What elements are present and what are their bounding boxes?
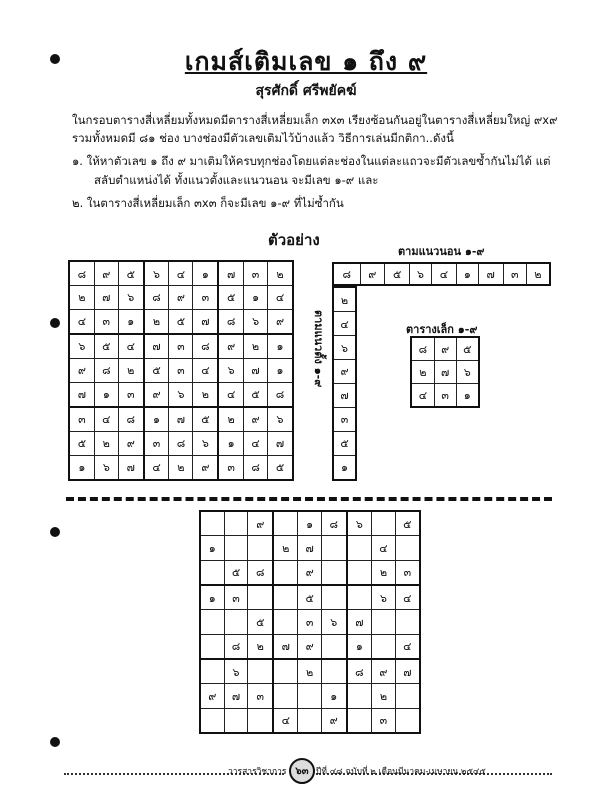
puzzle-cell[interactable] — [248, 585, 273, 610]
puzzle-cell[interactable] — [395, 684, 420, 708]
example-cell: ๘ — [144, 286, 169, 310]
puzzle-cell[interactable]: ๔ — [395, 585, 420, 610]
example-cell: ๙ — [118, 431, 143, 455]
puzzle-cell[interactable]: ๒ — [298, 659, 321, 684]
horizontal-label: ตามแนวนอน ๑-๙ — [398, 245, 485, 258]
puzzle-cell[interactable]: ๖ — [372, 585, 395, 610]
grid-row — [69, 431, 293, 455]
puzzle-cell[interactable]: ๙ — [298, 634, 321, 659]
grid-row — [69, 382, 293, 407]
example-cell: ๘ — [118, 407, 143, 432]
example-cell: ๙ — [244, 407, 268, 432]
example-cell: ๔ — [144, 455, 169, 480]
puzzle-cell[interactable]: ๑ — [200, 585, 224, 610]
example-cell: ๓ — [218, 455, 243, 480]
binder-hole-2 — [50, 318, 60, 328]
horizontal-cell: ๙ — [360, 263, 385, 285]
vertical-cell: ๑ — [333, 455, 356, 480]
puzzle-cell[interactable]: ๒ — [372, 684, 395, 708]
grid-row — [200, 634, 420, 659]
puzzle-cell[interactable] — [248, 659, 273, 684]
puzzle-cell[interactable]: ๙ — [248, 511, 273, 536]
section-divider — [66, 497, 552, 501]
puzzle-cell[interactable]: ๗ — [347, 610, 372, 634]
puzzle-cell[interactable] — [248, 536, 273, 560]
example-cell: ๙ — [69, 359, 94, 383]
vertical-cell: ๕ — [333, 431, 356, 455]
example-cell: ๑ — [94, 382, 118, 407]
puzzle-cell[interactable] — [224, 708, 248, 733]
example-cell: ๖ — [169, 382, 193, 407]
vertical-row — [333, 360, 356, 384]
puzzle-cell[interactable] — [298, 684, 321, 708]
vertical-cell: ๓ — [333, 407, 356, 431]
puzzle-cell[interactable]: ๕ — [298, 585, 321, 610]
example-cell: ๓ — [118, 382, 143, 407]
example-cell: ๑ — [118, 309, 143, 334]
puzzle-cell[interactable]: ๑ — [298, 511, 321, 536]
vertical-row — [333, 383, 356, 407]
vertical-cell: ๒ — [333, 287, 356, 312]
small-box-cell: ๑ — [456, 383, 479, 407]
example-cell: ๕ — [94, 334, 118, 359]
vertical-cell: ๔ — [333, 312, 356, 336]
example-cell: ๓ — [244, 261, 268, 286]
example-cell: ๒ — [118, 359, 143, 383]
example-cell: ๒ — [94, 431, 118, 455]
example-cell: ๓ — [94, 309, 118, 334]
puzzle-cell[interactable] — [347, 536, 372, 560]
grid-row — [69, 286, 293, 310]
example-cell: ๔ — [118, 334, 143, 359]
puzzle-cell[interactable] — [224, 536, 248, 560]
example-cell: ๓ — [69, 407, 94, 432]
small-box-label: ตารางเล็ก ๑-๙ — [406, 323, 478, 336]
puzzle-cell[interactable] — [321, 560, 346, 585]
puzzle-cell[interactable] — [224, 511, 248, 536]
horizontal-cell: ๒ — [526, 263, 550, 285]
puzzle-cell[interactable]: ๔ — [395, 634, 420, 659]
horizontal-cell: ๑ — [457, 263, 479, 285]
puzzle-cell[interactable]: ๙ — [298, 560, 321, 585]
example-cell: ๗ — [94, 286, 118, 310]
example-cell: ๕ — [69, 431, 94, 455]
example-cell: ๖ — [268, 407, 293, 432]
example-cell: ๒ — [69, 286, 94, 310]
small-box-cell: ๒ — [411, 361, 434, 384]
small-box-cell: ๙ — [434, 337, 456, 361]
example-cell: ๔ — [218, 382, 243, 407]
example-cell: ๔ — [69, 309, 94, 334]
footer-issue: ปีที่ ๔๘ ฉบับที่ ๒ เดือนมีนาคม-เมษายน ๒๕๔๕ — [316, 767, 486, 777]
horizontal-row-cells — [333, 263, 550, 285]
puzzle-cell[interactable]: ๕ — [248, 610, 273, 634]
example-cell: ๑ — [144, 407, 169, 432]
grid-row — [69, 407, 293, 432]
example-cell: ๖ — [244, 309, 268, 334]
intro-line-1: ในกรอบตารางสี่เหลี่ยมทั้งหมดมีตารางสี่เหลี่ยมเล็ก ๓x๓ เรียงซ้อนกันอยู่ในตารางสี่เหลี่ยมใหญ่ ๙x๙ — [72, 113, 558, 127]
example-cell: ๔ — [244, 431, 268, 455]
example-cell: ๖ — [94, 455, 118, 480]
vertical-row — [333, 312, 356, 336]
vertical-column — [332, 286, 357, 481]
puzzle-cell[interactable] — [248, 708, 273, 733]
puzzle-cell[interactable] — [347, 708, 372, 733]
example-cell: ๕ — [144, 359, 169, 383]
puzzle-cell[interactable]: ๖ — [347, 511, 372, 536]
grid-row — [200, 684, 420, 708]
footer-journal: วารสารวิชาการ — [228, 767, 287, 777]
example-cell: ๙ — [193, 455, 218, 480]
puzzle-cell[interactable]: ๓ — [298, 610, 321, 634]
puzzle-cell[interactable] — [200, 634, 224, 659]
puzzle-cell[interactable] — [321, 659, 346, 684]
example-cell: ๙ — [268, 309, 293, 334]
puzzle-cell[interactable]: ๗ — [395, 659, 420, 684]
example-cell: ๓ — [193, 286, 218, 310]
example-heading: ตัวอย่าง — [268, 231, 320, 249]
example-cell: ๒ — [193, 382, 218, 407]
vertical-row — [333, 431, 356, 455]
small-box-cell: ๕ — [456, 337, 479, 361]
puzzle-cell[interactable]: ๕ — [224, 560, 248, 585]
example-cell: ๑ — [268, 359, 293, 383]
grid-row — [200, 536, 420, 560]
puzzle-cell[interactable] — [372, 610, 395, 634]
page-number: ๖๓ — [289, 758, 315, 784]
puzzle-cell[interactable] — [200, 659, 224, 684]
example-cell: ๘ — [244, 455, 268, 480]
example-cell: ๒ — [169, 455, 193, 480]
puzzle-cell[interactable] — [347, 585, 372, 610]
example-cell: ๗ — [169, 407, 193, 432]
puzzle-cell[interactable]: ๓ — [372, 708, 395, 733]
puzzle-cell[interactable]: ๓ — [395, 560, 420, 585]
horizontal-row — [332, 262, 551, 286]
vertical-cell: ๙ — [333, 360, 356, 384]
intro-line-2: รวมทั้งหมดมี ๘๑ ช่อง บางช่องมีตัวเลขเติมไว้บ้างแล้ว วิธีการเล่นมีกติกา..ดังนี้ — [72, 131, 454, 145]
binder-hole-3 — [50, 527, 60, 537]
example-cell: ๒ — [218, 407, 243, 432]
puzzle-cell[interactable]: ๑ — [321, 684, 346, 708]
puzzle-cell[interactable]: ๔ — [273, 708, 298, 733]
puzzle-cell[interactable]: ๑ — [347, 634, 372, 659]
grid-row — [200, 659, 420, 684]
puzzle-cell[interactable]: ๖ — [321, 610, 346, 634]
example-cell: ๖ — [218, 359, 243, 383]
puzzle-cell[interactable]: ๘ — [248, 560, 273, 585]
example-grid — [68, 260, 294, 481]
example-cell: ๙ — [169, 286, 193, 310]
page-title: เกมส์เติมเลข ๑ ถึง ๙ — [184, 47, 428, 76]
grid-row — [411, 361, 479, 384]
grid-row — [69, 359, 293, 383]
puzzle-cell[interactable] — [321, 585, 346, 610]
example-cell: ๘ — [94, 359, 118, 383]
example-cell: ๖ — [118, 286, 143, 310]
example-cell: ๗ — [69, 382, 94, 407]
example-cell: ๕ — [218, 286, 243, 310]
rule-2: ๒. ในตารางสี่เหลี่ยมเล็ก ๓x๓ ก็จะมีเลข ๑-๙ ที่ไม่ซ้ำกัน — [72, 196, 344, 210]
puzzle-cell[interactable] — [347, 684, 372, 708]
example-cell: ๑ — [268, 334, 293, 359]
puzzle-cell[interactable]: ๑ — [200, 536, 224, 560]
grid-row — [69, 261, 293, 286]
example-cell: ๓ — [169, 359, 193, 383]
small-box-cell: ๖ — [456, 361, 479, 384]
vertical-row — [333, 287, 356, 312]
example-cell: ๗ — [118, 455, 143, 480]
puzzle-cell[interactable] — [395, 536, 420, 560]
example-cell: ๕ — [118, 261, 143, 286]
horizontal-cell: ๖ — [410, 263, 432, 285]
rule-1-line-1: ๑. ให้หาตัวเลข ๑ ถึง ๙ มาเติมให้ครบทุกช่องโดยแต่ละช่องในแต่ละแถวจะมีตัวเลขซ้ำกันไม่ได้ แต่ — [72, 154, 551, 168]
vertical-cell: ๖ — [333, 336, 356, 360]
puzzle-cell[interactable] — [273, 684, 298, 708]
puzzle-cell[interactable] — [273, 560, 298, 585]
horizontal-cell: ๔ — [431, 263, 456, 285]
small-box-cell: ๔ — [411, 383, 434, 407]
grid-row — [200, 610, 420, 634]
vertical-cell: ๗ — [333, 383, 356, 407]
puzzle-cell[interactable]: ๔ — [372, 536, 395, 560]
puzzle-cell[interactable] — [395, 610, 420, 634]
example-cell: ๗ — [144, 334, 169, 359]
puzzle-cell[interactable] — [273, 511, 298, 536]
example-cell: ๗ — [268, 431, 293, 455]
example-cell: ๔ — [169, 261, 193, 286]
example-cell: ๔ — [94, 407, 118, 432]
rule-1-line-2: สลับตำแหน่งได้ ทั้งแนวตั้งและแนวนอน จะมีเลข ๑-๙ และ — [94, 173, 379, 187]
example-cell: ๑ — [193, 261, 218, 286]
puzzle-cell[interactable] — [321, 634, 346, 659]
puzzle-cell[interactable] — [200, 610, 224, 634]
example-cell: ๑ — [69, 455, 94, 480]
puzzle-cell[interactable]: ๖ — [224, 659, 248, 684]
puzzle-cell[interactable]: ๒ — [248, 634, 273, 659]
example-cell: ๘ — [193, 334, 218, 359]
example-cell: ๕ — [193, 407, 218, 432]
horizontal-cell: ๗ — [478, 263, 503, 285]
horizontal-cell: ๘ — [333, 263, 360, 285]
example-cell: ๘ — [218, 309, 243, 334]
example-cell: ๗ — [244, 359, 268, 383]
puzzle-cell[interactable] — [200, 708, 224, 733]
puzzle-cell[interactable]: ๙ — [372, 659, 395, 684]
puzzle-cell[interactable] — [372, 511, 395, 536]
example-cell: ๖ — [144, 261, 169, 286]
horizontal-cell: ๕ — [385, 263, 410, 285]
author-name: สุรศักดิ์ ศรีพยัคฆ์ — [255, 83, 357, 99]
small-box-cell: ๘ — [411, 337, 434, 361]
puzzle-cell[interactable] — [372, 634, 395, 659]
example-cell: ๗ — [193, 309, 218, 334]
puzzle-cell[interactable]: ๙ — [321, 708, 346, 733]
example-cell: ๑ — [218, 431, 243, 455]
vertical-label: ตามแนวตั้ง ๑-๙ — [312, 310, 325, 388]
puzzle-cell[interactable]: ๒ — [372, 560, 395, 585]
puzzle-cell[interactable] — [395, 708, 420, 733]
puzzle-cell[interactable] — [273, 659, 298, 684]
example-cell: ๒ — [268, 261, 293, 286]
puzzle-cell[interactable] — [298, 708, 321, 733]
puzzle-cell[interactable] — [200, 560, 224, 585]
example-cell: ๙ — [94, 261, 118, 286]
example-cell: ๙ — [144, 382, 169, 407]
puzzle-cell[interactable] — [321, 536, 346, 560]
grid-row — [200, 560, 420, 585]
grid-row — [411, 383, 479, 407]
example-cell: ๘ — [268, 382, 293, 407]
puzzle-cell[interactable]: ๗ — [298, 536, 321, 560]
example-cell: ๑ — [244, 286, 268, 310]
small-box-cell: ๗ — [434, 361, 456, 384]
puzzle-cell[interactable] — [200, 511, 224, 536]
puzzle-cell[interactable] — [224, 610, 248, 634]
grid-row — [69, 334, 293, 359]
example-cell: ๘ — [169, 431, 193, 455]
grid-row — [69, 309, 293, 334]
example-cell: ๖ — [69, 334, 94, 359]
grid-row — [69, 455, 293, 480]
example-cell: ๕ — [268, 455, 293, 480]
horizontal-cell: ๓ — [503, 263, 526, 285]
puzzle-cell[interactable]: ๓ — [248, 684, 273, 708]
puzzle-cell[interactable]: ๘ — [347, 659, 372, 684]
small-box-grid — [410, 336, 480, 408]
example-cell: ๖ — [193, 431, 218, 455]
puzzle-grid[interactable] — [199, 510, 421, 734]
puzzle-cell[interactable] — [273, 610, 298, 634]
example-cell: ๓ — [169, 334, 193, 359]
example-cell: ๔ — [268, 286, 293, 310]
binder-hole-4 — [50, 737, 60, 747]
example-cell: ๒ — [244, 334, 268, 359]
puzzle-cell[interactable] — [273, 585, 298, 610]
example-cell: ๒ — [144, 309, 169, 334]
puzzle-cell[interactable]: ๗ — [224, 684, 248, 708]
puzzle-cell[interactable]: ๘ — [224, 634, 248, 659]
example-cell: ๘ — [69, 261, 94, 286]
grid-row — [411, 337, 479, 361]
puzzle-cell[interactable] — [347, 560, 372, 585]
vertical-row — [333, 407, 356, 431]
example-cell: ๓ — [144, 431, 169, 455]
puzzle-cell[interactable]: ๕ — [395, 511, 420, 536]
puzzle-cell[interactable]: ๙ — [200, 684, 224, 708]
grid-row — [200, 585, 420, 610]
grid-row — [200, 708, 420, 733]
puzzle-cell[interactable]: ๒ — [273, 536, 298, 560]
example-cell: ๔ — [193, 359, 218, 383]
grid-row — [200, 511, 420, 536]
example-cell: ๗ — [218, 261, 243, 286]
vertical-row — [333, 455, 356, 480]
puzzle-cell[interactable]: ๓ — [224, 585, 248, 610]
example-cell: ๙ — [218, 334, 243, 359]
small-box-cell: ๓ — [434, 383, 456, 407]
vertical-row — [333, 336, 356, 360]
example-cell: ๕ — [244, 382, 268, 407]
puzzle-cell[interactable]: ๘ — [321, 511, 346, 536]
puzzle-cell[interactable]: ๗ — [273, 634, 298, 659]
example-cell: ๕ — [169, 309, 193, 334]
